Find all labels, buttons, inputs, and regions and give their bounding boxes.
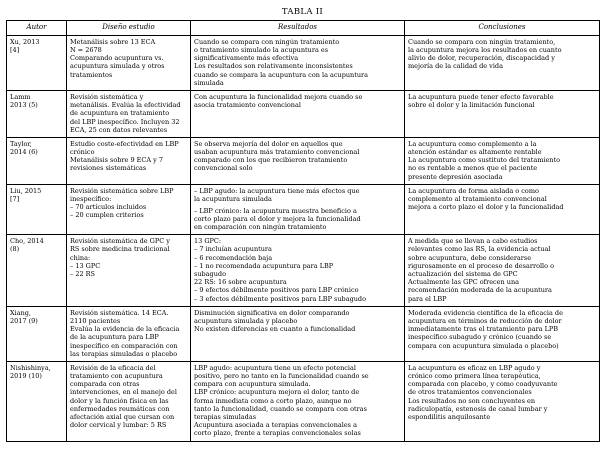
cell-conclusiones: La acupuntura como complemento a la atención estándar es altamente rentable La acupuntura como sustituto del tratamiento no es rentable a menos que el paciente presente depresión asociada (405, 137, 600, 184)
column-header-diseno: Diseño estudio (67, 21, 191, 36)
cell-diseno: Revisión sistemática sobre LBP inespecífico: – 70 artículos incluidos – 20 cumplen criterios (67, 184, 191, 234)
table-body (7, 35, 600, 441)
cell-diseno: Revisión sistemática y metanálisis. Evalúa la efectividad de acupuntura en tratamiento del LBP inespecífico. Incluyen 32 ECA, 25 con datos relevantes (67, 90, 191, 137)
cell-autor: Xiang, 2017 (9) (7, 306, 67, 361)
table-row (7, 306, 600, 361)
cell-resultados: Disminución significativa en dolor comparando acupuntura simulada y placebo No existen diferencias en cuanto a funcionalidad (191, 306, 405, 361)
cell-conclusiones: La acupuntura de forma aislada o como complemento al tratamiento convencional mejora a corto plazo el dolor y la funcionalidad (405, 184, 600, 234)
cell-resultados: – LBP agudo: la acupuntura tiene más efectos que la acupuntura simulada – LBP crónico: la acupuntura muestra beneficio a corto plazo para el dolor y mejora la funcionalidad en comparación con ningún tratamiento (191, 184, 405, 234)
table-row (7, 90, 600, 137)
cell-conclusiones: Moderada evidencia científica de la eficacia de acupuntura en términos de reducción de dolor inmediatamente tras el tratamiento para LPB inespecífico subagudo y crónico (cuando se compara con acupuntura simulada o placebo) (405, 306, 600, 361)
cell-conclusiones: Cuando se compara con ningún tratamiento, la acupuntura mejora los resultados en cuanto alivio de dolor, recuperación, discapacidad y mejoría de la calidad de vida (405, 35, 600, 90)
column-header-autor: Autor (7, 21, 67, 36)
table-row (7, 235, 600, 307)
table-row (7, 184, 600, 234)
table-header (7, 21, 600, 36)
cell-resultados: Se observa mejoría del dolor en aquellos que usaban acupuntura más tratamiento convencional comparado con los que recibieron tratamiento convencional solo (191, 137, 405, 184)
studies-table (6, 20, 600, 442)
table-row (7, 137, 600, 184)
cell-resultados: 13 GPC: – 7 incluían acupuntura – 6 recomendación baja – 1 no recomendada acupuntura para LBP subagudo 22 RS: 16 sobre acupuntura – 9 efectos débilmente positivos para LBP crónico – 3 efectos débilmente positivos para LBP subagudo (191, 235, 405, 307)
cell-resultados: Cuando se compara con ningún tratamiento o tratamiento simulado la acupuntura es significativamente más efectiva Los resultados son relativamente inconsistentes cuando se compara la acupuntura con la acupuntura simulada (191, 35, 405, 90)
cell-diseno: Revisión sistemática de GPC y RS sobre medicina tradicional china: – 13 GPC – 22 RS (67, 235, 191, 307)
column-header-resultados: Resultados (191, 21, 405, 36)
cell-resultados: LBP agudo: acupuntura tiene un efecto potencial positivo, pero no tanto en la funcionalidad cuando se compara con acupuntura simulada. LBP crónico: acupuntura mejora el dolor, tanto de forma inmediata como a corto plazo, aunque no tanto la funcionalidad, cuando se compara con otras terapias simuladas Acupuntura asociada a terapias convencionales a corto plazo, frente a terapias convencionales solas (191, 361, 405, 441)
cell-diseno: Revisión de la eficacia del tratamiento con acupuntura comparada con otras intervenciones, en el manejo del dolor y la función física en las enfermedades reumáticas con afectación axial que cursan con dolor cervical y lumbar: 5 RS (67, 361, 191, 441)
cell-conclusiones: La acupuntura puede tener efecto favorable sobre el dolor y la limitación funcional (405, 90, 600, 137)
table-header-row (7, 21, 600, 36)
cell-autor: Nishishinya, 2019 (10) (7, 361, 67, 441)
cell-autor: Taylor, 2014 (6) (7, 137, 67, 184)
cell-conclusiones: La acupuntura es eficaz en LBP agudo y crónico como primera línea terapéutica, comparada con placebo, y como coadyuvante de otros tratamientos convencionales Los resultados no son concluyentes en radiculopatía, estenosis de canal lumbar y espondilitis anquilosante (405, 361, 600, 441)
cell-conclusiones: A medida que se llevan a cabo estudios relevantes como las RS, la evidencia actual sobre acupuntura, debe considerarse rigurosamente en el proceso de desarrollo o actualización del sistema de GPC Actualmente las GPC ofrecen una recomendación moderada de la acupuntura para el LBP (405, 235, 600, 307)
cell-autor: Liu, 2015 [7] (7, 184, 67, 234)
table-row (7, 35, 600, 90)
column-header-conclusiones: Conclusiones (405, 21, 600, 36)
table-caption: TABLA II (281, 7, 324, 17)
cell-diseno: Revisión sistemática. 14 ECA. 2110 pacientes Evalúa la evidencia de la eficacia de la acupuntura para LBP inespecífico en comparación con las terapias simuladas o placebo (67, 306, 191, 361)
cell-autor: Lamm 2013 (5) (7, 90, 67, 137)
cell-diseno: Metanálisis sobre 13 ECA N = 2678 Comparando acupuntura vs. acupuntura simulada y otros tratamientos (67, 35, 191, 90)
cell-diseno: Estudio coste-efectividad en LBP crónico Metanálisis sobre 9 ECA y 7 revisiones sistemáticas (67, 137, 191, 184)
cell-autor: Xu, 2013 [4] (7, 35, 67, 90)
cell-autor: Cho, 2014 (8) (7, 235, 67, 307)
cell-resultados: Con acupuntura la funcionalidad mejora cuando se asocia tratamiento convencional (191, 90, 405, 137)
table-row (7, 361, 600, 441)
